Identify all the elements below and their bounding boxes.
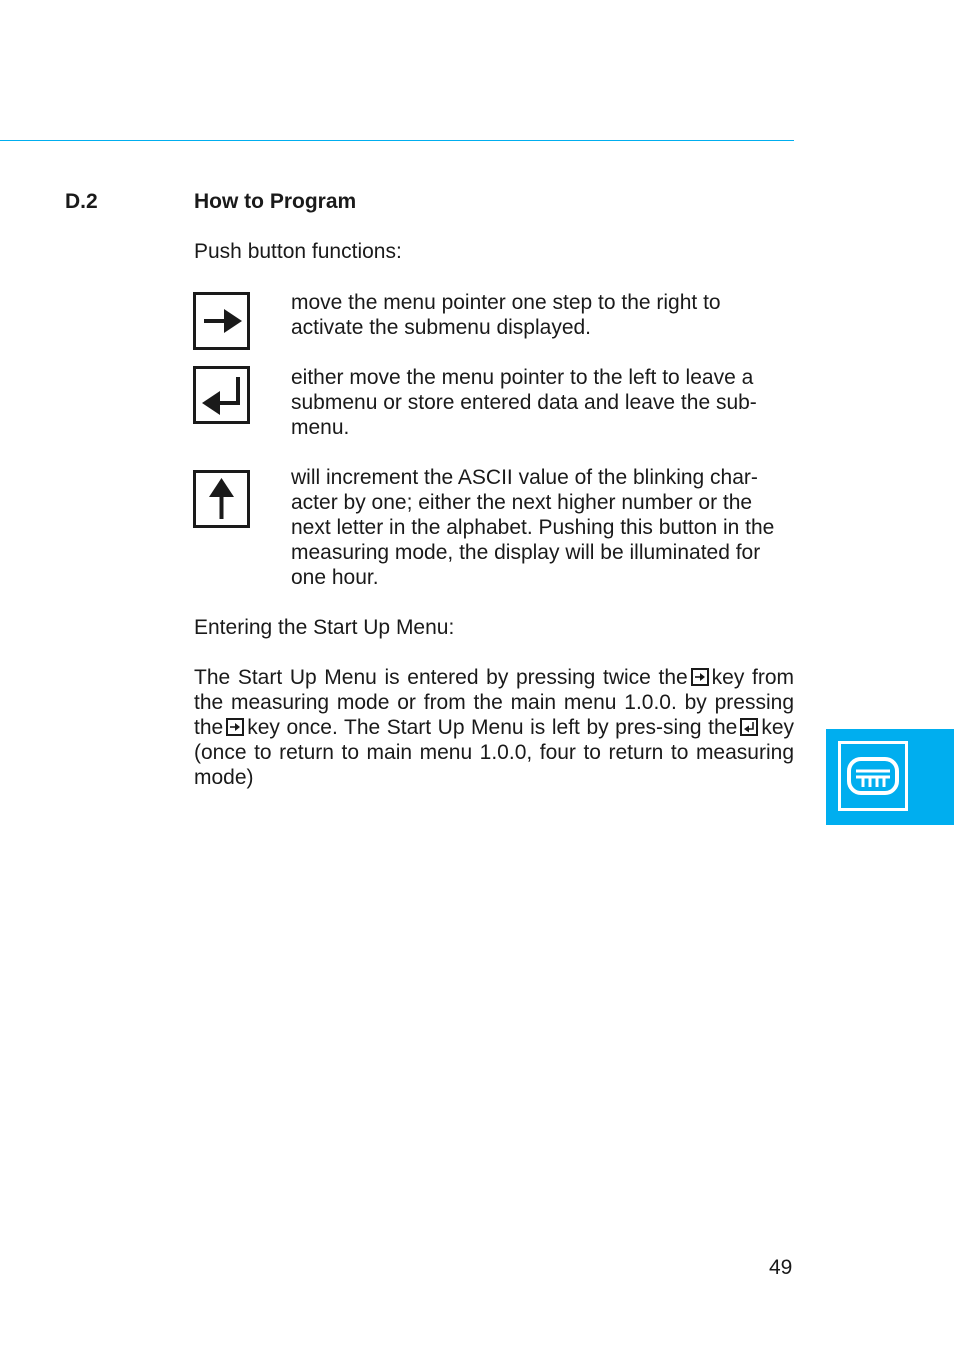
enter-key-description: either move the menu pointer to the left to leave a submenu or store entered data and leave the sub-menu. <box>291 366 757 439</box>
enter-key-icon <box>193 366 250 424</box>
section-title: How to Program <box>194 190 357 213</box>
chapter-tab <box>826 729 954 825</box>
right-arrow-key-icon <box>691 668 709 686</box>
section-number: D.2 <box>65 190 98 213</box>
right-arrow-description: move the menu pointer one step to the right to activate the submenu displayed. <box>291 291 721 339</box>
page-number: 49 <box>769 1256 793 1279</box>
device-display-icon <box>838 741 908 811</box>
startup-text-2: key from the measuring mode or from the main menu 1.0.0. by pressing the <box>194 666 794 739</box>
startup-paragraph <box>194 665 794 790</box>
right-arrow-key-icon <box>226 718 244 736</box>
startup-text-3: key once. The Start Up Menu is left by pres-sing the <box>247 716 738 739</box>
startup-text-4: key (once to return to main menu 1.0.0, four to return to measuring mode) <box>194 716 794 789</box>
intro-text: Push button functions: <box>194 240 402 263</box>
right-arrow-key-icon <box>193 292 250 350</box>
up-arrow-key-icon <box>193 470 250 528</box>
enter-key-icon <box>740 718 758 736</box>
startup-heading: Entering the Start Up Menu: <box>194 616 455 639</box>
startup-text-1: The Start Up Menu is entered by pressing twice the <box>194 666 688 689</box>
header-rule <box>0 140 794 141</box>
up-arrow-description: will increment the ASCII value of the blinking char-acter by one; either the next higher number or the next letter in the alphabet. Pushing this button in the measuring mode, the display will be illuminated for one hour. <box>291 466 775 589</box>
